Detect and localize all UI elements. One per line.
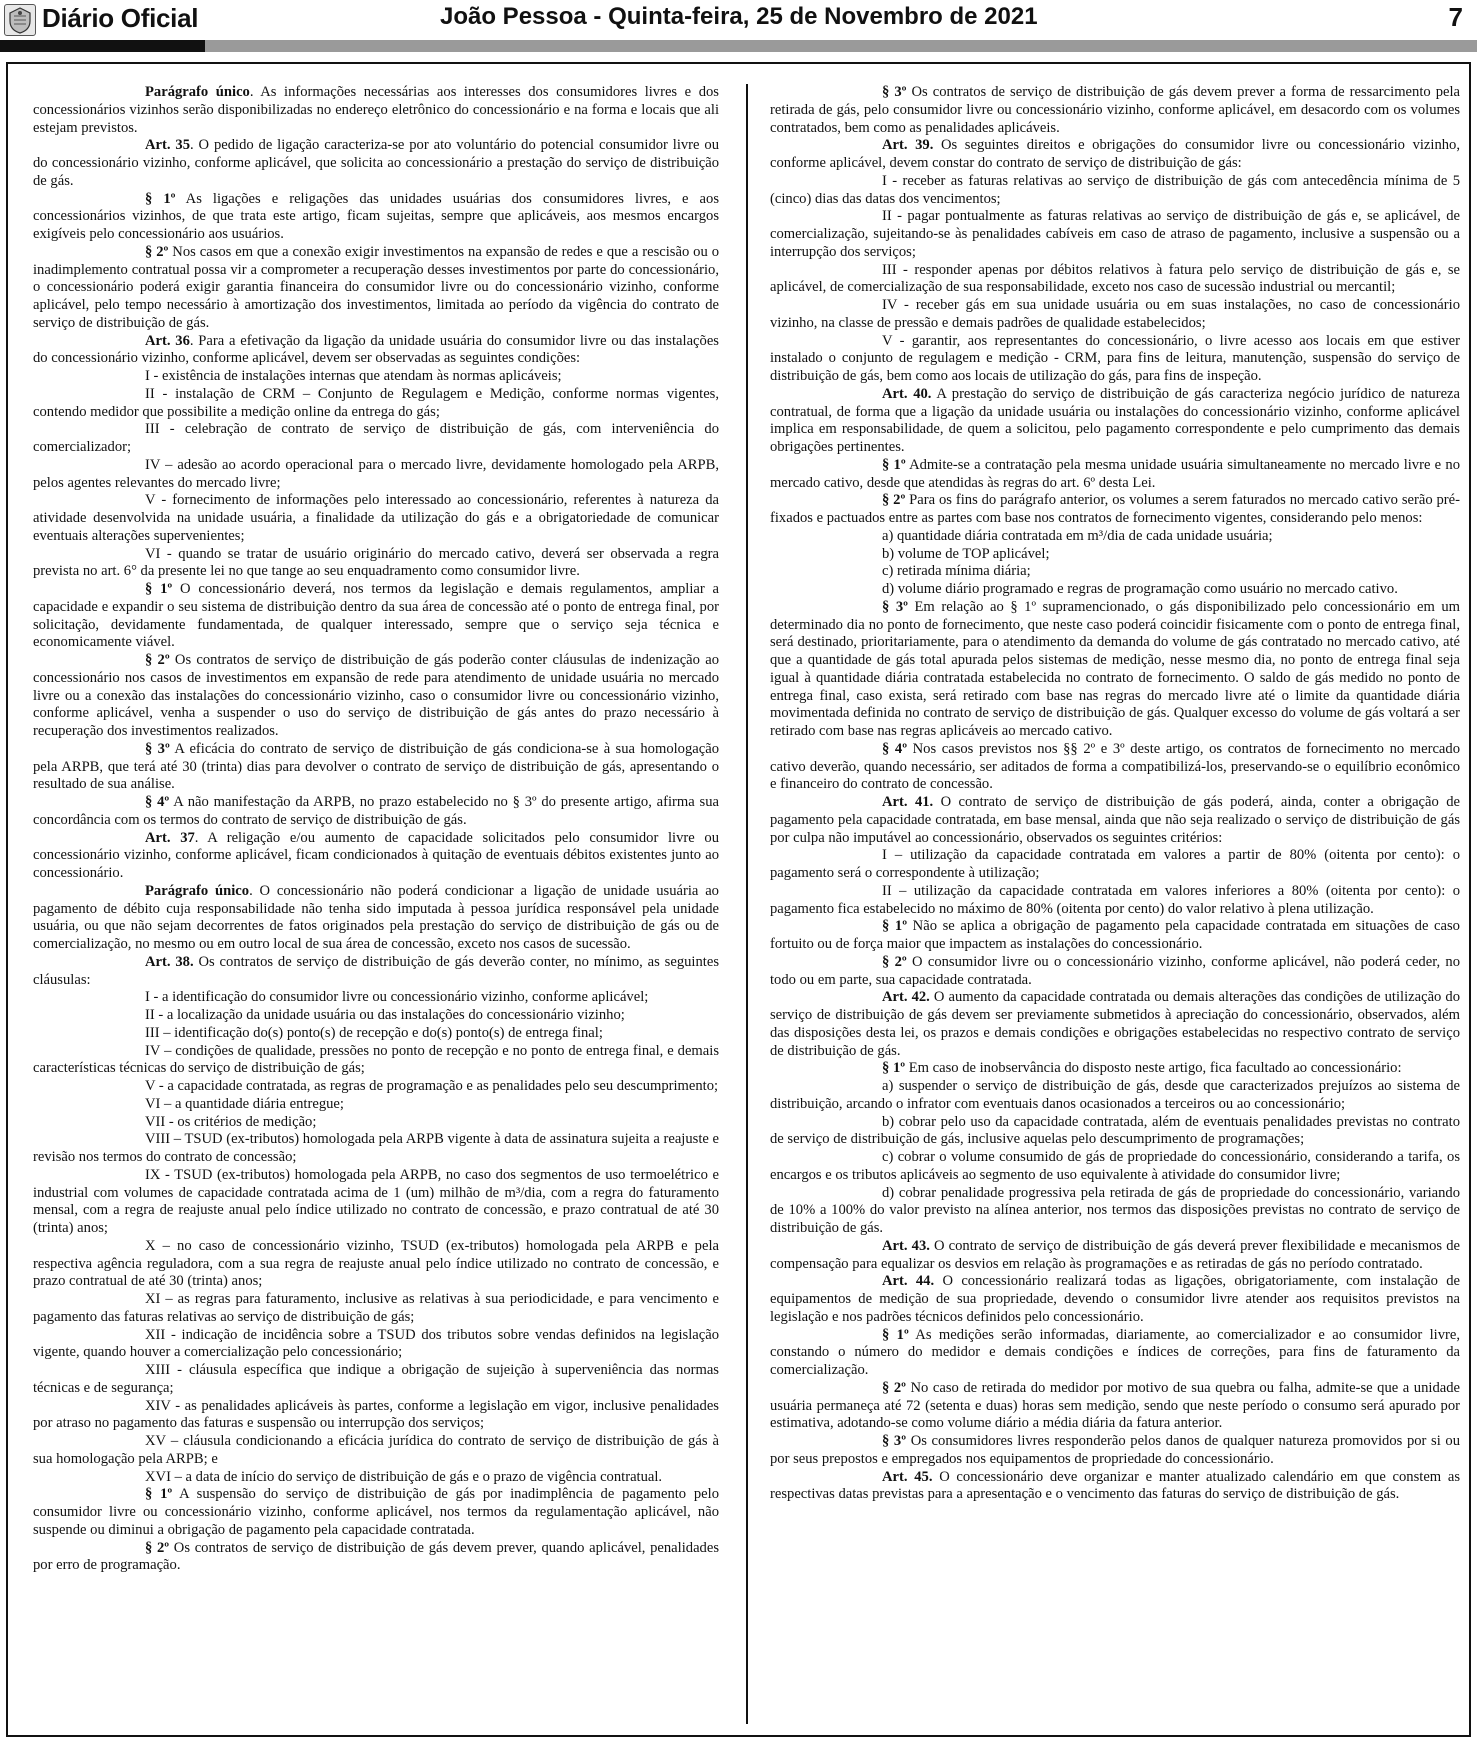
- paragraph-text: A suspensão do serviço de distribuição de gás por inadimplência de pagamento pelo consumidor livre ou concessionário vizinho, conforme aplicável, nos termos da regulamentação aplicável, não suspende ou diminui a obrigação de pagamento pela capacidade contratada.: [33, 1486, 719, 1538]
- paragraph-text: IV - receber gás em sua unidade usuária ou em suas instalações, no caso de concessionário vizinho, na classe de pressão e demais padrões de qualidade estabelecidos;: [770, 297, 1460, 331]
- paragraph-text: IX - TSUD (ex-tributos) homologada pela ARPB, no caso dos segmentos de uso termoelétrico e industrial com volumes de capacidade contratada acima de 1 (um) milhão de m³/dia, com a regra do faturamento mensal, com a regra de reajuste anual pelo índice utilizado no contrato de concessão, e prazo contratual de até 30 (trinta) anos;: [33, 1166, 719, 1236]
- paragraph: [33, 421, 719, 457]
- paragraph: [770, 1149, 1460, 1185]
- paragraph-heading: Art. 39.: [882, 137, 934, 154]
- paragraph: [770, 386, 1460, 457]
- paragraph: [33, 1238, 719, 1291]
- paragraph-text: III - celebração de contrato de serviço de distribuição de gás, com interveniência do comercializador;: [33, 421, 719, 455]
- paragraph-text: II - pagar pontualmente as faturas relativas ao serviço de distribuição de gás e, se aplicável, de comercialização, sujeitando-se às penalidades cabíveis em caso de atraso de pagamento, inclusive a suspensão ou a interrupção dos serviços;: [770, 208, 1460, 260]
- paragraph-heading: § 3º: [882, 598, 908, 615]
- paragraph-text: Os consumidores livres responderão pelos danos de qualquer natureza promovidos por si ou por seus prepostos e empregados nos equipamentos de propriedade do concessionário.: [770, 1433, 1461, 1467]
- paragraph: [33, 581, 719, 652]
- paragraph: [33, 1540, 719, 1576]
- paragraph-text: a) suspender o serviço de distribuição de gás, desde que caracterizados prejuízos ao sistema de distribuição, arcando o infrator com eventuais danos ocasionados a terceiros ou ao concessionário;: [770, 1078, 1460, 1112]
- paragraph-text: b) cobrar pelo uso da capacidade contratada, além de eventuais penalidades previstas no contrato de serviço de distribuição de gás, inclusive aquelas pelo descumprimento de programações;: [770, 1113, 1460, 1148]
- paragraph: [770, 1185, 1460, 1238]
- paragraph-text: VI - quando se tratar de usuário originário do mercado cativo, deverá ser observada a regra prevista no art. 6° da presente lei no que tange ao seu enquadramento como consumidor livre.: [33, 545, 719, 580]
- column-divider: [746, 84, 748, 1724]
- paragraph-text: III – identificação do(s) ponto(s) de recepção e do(s) ponto(s) de entrega final;: [145, 1024, 603, 1041]
- paragraph: [33, 1007, 719, 1025]
- paragraph-heading: Art. 40.: [882, 385, 932, 402]
- paragraph-text: c) retirada mínima diária;: [882, 563, 1031, 580]
- paragraph: [33, 1291, 719, 1327]
- paragraph-text: O aumento da capacidade contratada ou demais alterações das condições de utilização do serviço de distribuição de gás devem ser previamente submetidos à apreciação do concessionário, observados, além das disposições desta lei, os prazos e demais condições e obrigações estabelecidas no respectivo contrato de serviço de distribuição de gás.: [770, 989, 1461, 1059]
- dateline: João Pessoa - Quinta-feira, 25 de Novembro de 2021: [440, 3, 1038, 30]
- paragraph-text: XVI – a data de início do serviço de distribuição de gás e o prazo de vigência contratual.: [145, 1468, 663, 1485]
- paragraph-heading: § 2º: [145, 243, 169, 260]
- paragraph-text: A não manifestação da ARPB, no prazo estabelecido no § 3º do presente artigo, afirma sua concordância com os termos do contrato de serviço de distribuição de gás.: [33, 794, 719, 828]
- paragraph: [770, 492, 1460, 528]
- paragraph-text: O concessionário deverá, nos termos da legislação e demais regulamentos, ampliar a capacidade e expandir o seu sistema de distribuição dentro da sua área de concessão até o ponto de entrega final, por solicitação, devidamente fundamentada, de qualquer interessado, sempre que o serviço seja técnica e economicamente viável.: [33, 581, 720, 651]
- paragraph-text: I - receber as faturas relativas ao serviço de distribuição de gás com antecedência mínima de 5 (cinco) dias das datas dos vencimentos;: [770, 172, 1460, 207]
- paragraph-text: d) cobrar penalidade progressiva pela retirada de gás de propriedade do concessionário, variando de 10% a 100% do valor previsto na alínea anterior, nos termos das disposições previstas no contrato de serviço de distribuição de gás.: [770, 1184, 1460, 1236]
- paragraph-text: Em relação ao § 1º supramencionado, o gás disponibilizado pelo concessionário em um determinado dia no ponto de fornecimento, que neste caso poderá coincidir fisicamente com o ponto de entrega final, será destinado, prioritariamente, para o atendimento da demanda do volume de gás contratado no mercado cativo, até que a quantidade de gás total apurada pelos sistemas de medição, nesse mesmo dia, no ponto de entrega final seja igual à quantidade diária contratada estabelecida no contrato de fornecimento. O saldo de gás medido no ponto de entrega final, caso exista, será retirado com base nas regras do mercado livre até o limite da quantidade diária movimentada definida no contrato de serviço de distribuição de gás. Qualquer excesso do volume de gás voltará a ser retirado com base nas regras aplicáveis ao mercado cativo.: [770, 598, 1460, 739]
- paragraph-text: X – no caso de concessionário vizinho, TSUD (ex-tributos) homologada pela ARPB e pela respectiva agência reguladora, com a sua regra de reajuste anual pelo índice utilizado no contrato de concessão, e prazo contratual de até 30 (trinta) anos;: [33, 1237, 719, 1290]
- paragraph-text: O concessionário deve organizar e manter atualizado calendário em que constem as respectivas datas previstas para a apresentação e o vencimento das faturas do serviço de distribuição de gás.: [770, 1468, 1461, 1503]
- paragraph: [770, 989, 1460, 1060]
- paragraph-text: V - fornecimento de informações pelo interessado ao concessionário, referentes à natureza da atividade desenvolvida na unidade usuária, a finalidade da utilização do gás e a obrigatoriedade de comunicar eventuais alterações supervenientes;: [33, 492, 719, 544]
- paragraph-text: . O pedido de ligação caracteriza-se por ato voluntário do potencial consumidor livre ou do concessionário vizinho, conforme aplicável, que solicita ao concessionário a prestação do serviço de distribuição de gás.: [33, 137, 719, 189]
- paragraph-heading: § 2º: [145, 1539, 170, 1556]
- paragraph-heading: § 2º: [145, 652, 170, 668]
- paragraph: [770, 84, 1460, 137]
- paragraph-text: IV – condições de qualidade, pressões no ponto de recepção e no ponto de entrega final, e demais características técnicas do serviço de distribuição de gás;: [33, 1042, 719, 1077]
- paragraph: [770, 1327, 1460, 1380]
- paragraph: [33, 333, 719, 369]
- paragraph: [770, 297, 1460, 333]
- paragraph: [770, 173, 1460, 209]
- paragraph-text: IV – adesão ao acordo operacional para o mercado livre, devidamente homologado pela ARPB, pelos agentes relevantes do mercado livre;: [33, 456, 719, 491]
- paragraph-text: Nos casos previstos nos §§ 2º e 3º deste artigo, os contratos de fornecimento no mercado cativo deverão, quando necessário, ser aditados de forma a compatibilizá-los, preservando-se o equilíbrio econômico e financeiro do contrato de concessão.: [770, 740, 1460, 793]
- paragraph: [33, 1131, 719, 1167]
- paragraph-text: As ligações e religações das unidades usuárias dos consumidores livres, e aos concessionários vizinhos, de que trata este artigo, ficam sujeitas, sempre que aplicáveis, aos mesmos encargos exigíveis pelo concessionário aos usuários.: [33, 190, 719, 242]
- paragraph-text: VIII – TSUD (ex-tributos) homologada pela ARPB vigente à data de assinatura sujeita a reajuste e revisão nos termos do contrato de concessão;: [33, 1131, 719, 1165]
- paragraph: [33, 457, 719, 493]
- paragraph-text: . O concessionário não poderá condicionar a ligação de unidade usuária ao pagamento de débito cuja responsabilidade não tenha sido imputada à pessoa jurídica responsável pela unidade usuária, ou que não sejam decorrentes de fatos originados pela prestação do serviço de distribuição de gás ou de comercialização, no mesmo ou em outro local de sua área de concessão, exceto nos casos de sucessão.: [33, 882, 719, 952]
- paragraph-heading: § 1º: [145, 190, 176, 207]
- paragraph-text: II - instalação de CRM – Conjunto de Regulagem e Medição, conforme normas vigentes, contendo medidor que possibilite a medição online da entrega do gás;: [33, 385, 719, 420]
- paragraph-text: I - existência de instalações internas que atendam às normas aplicáveis;: [145, 368, 562, 384]
- paragraph: [33, 191, 719, 244]
- paragraph: [33, 652, 719, 741]
- paragraph: [770, 262, 1460, 298]
- paragraph-heading: Art. 45.: [882, 1468, 933, 1485]
- paragraph: [770, 1273, 1460, 1326]
- paragraph: [33, 741, 719, 794]
- paragraph: [33, 1078, 719, 1096]
- paragraph-text: A prestação do serviço de distribuição de gás caracteriza negócio jurídico de natureza contratual, de forma que a ligação da unidade usuária ou instalações do concessionário vizinho, conforme aplicável implica em responsabilidade, de quem a solicitou, pelo pagamento correspondente e pelo cumprimento das demais obrigações pertinentes.: [770, 385, 1461, 455]
- paragraph: [770, 1238, 1460, 1274]
- paragraph-text: O concessionário realizará todas as ligações, obrigatoriamente, com instalação de equipamentos de medição de sua propriedade, devendo o consumidor livre atender aos requisitos previstos na legislação e nos padrões técnicos definidos pelo concessionário.: [770, 1273, 1460, 1325]
- paragraph: [770, 1469, 1460, 1505]
- paragraph: [33, 954, 719, 990]
- paragraph: [33, 1114, 719, 1132]
- paragraph-heading: § 3º: [882, 1433, 907, 1449]
- paragraph-text: VI – a quantidade diária entregue;: [145, 1095, 344, 1112]
- paragraph-text: b) volume de TOP aplicável;: [882, 545, 1050, 562]
- paragraph: [770, 546, 1460, 564]
- paragraph-text: Os contratos de serviço de distribuição de gás poderão conter cláusulas de indenização ao concessionário nos casos de investimentos em expansão de rede para atendimento de unidade usuária no mercado livre ou a conexão das instalações do concessionário vizinho, caso o consumidor livre ou concessionário vizinho, conforme aplicável, venha a suspender o uso do serviço de distribuição de gás antes do prazo necessário à recuperação dos investimentos realizados.: [33, 652, 719, 739]
- paragraph: [33, 1362, 719, 1398]
- paragraph: [770, 1433, 1460, 1469]
- paragraph-text: V - garantir, aos representantes do concessionário, o livre acesso aos locais em que estiver instalado o conjunto de regulagem e medição - CRM, para fins de leitura, manutenção, suspensão do serviço de distribuição de gás, bem como aos locais de utilização do gás, para fins de inspeção.: [770, 332, 1460, 384]
- paragraph-text: V - a capacidade contratada, as regras de programação e as penalidades pelo seu descumprimento;: [145, 1078, 719, 1094]
- paragraph: [33, 84, 719, 137]
- paragraph: [33, 830, 719, 883]
- paragraph: [33, 1398, 719, 1434]
- paragraph: [33, 1433, 719, 1469]
- paragraph-text: Os contratos de serviço de distribuição de gás devem prever a forma de ressarcimento pela retirada de gás, pelo consumidor livre ou concessionário vizinho, conforme aplicável, em desacordo com os volumes contratados, bem como as penalidades aplicáveis.: [770, 84, 1461, 136]
- paragraph: [770, 954, 1460, 990]
- paragraph-heading: Art. 42.: [882, 989, 930, 1006]
- paragraph-heading: § 1º: [882, 918, 908, 935]
- paragraph: [770, 847, 1460, 883]
- paragraph-text: VII - os critérios de medição;: [145, 1113, 317, 1130]
- paragraph: [33, 1327, 719, 1363]
- paragraph-text: O contrato de serviço de distribuição de gás poderá, ainda, conter a obrigação de pagamento pela capacidade contratada, em base mensal, ainda que não seja realizado o serviço de distribuição de gás por culpa não imputável ao concessionário, observados os seguintes critérios:: [770, 794, 1460, 846]
- paragraph: [770, 918, 1460, 954]
- coat-of-arms-icon: [4, 4, 36, 36]
- left-column: [33, 84, 719, 1575]
- paragraph-heading: § 1º: [882, 1326, 909, 1343]
- paragraph-text: Para os fins do parágrafo anterior, os volumes a serem faturados no mercado cativo serão pré-fixados e pactuados entre as partes com base nos contratos de fornecimento vigentes, considerando pelo menos:: [770, 492, 1460, 526]
- paragraph-text: XIII - cláusula específica que indique a obrigação de sujeição à superveniência das normas técnicas e de segurança;: [33, 1362, 719, 1396]
- paragraph-text: Os contratos de serviço de distribuição de gás devem prever, quando aplicável, penalidades por erro de programação.: [33, 1539, 720, 1574]
- paragraph: [33, 137, 719, 190]
- paragraph-heading: § 1º: [145, 581, 173, 597]
- paragraph-text: c) cobrar o volume consumido de gás de propriedade do concessionário, considerando a tarifa, os encargos e os tributos aplicáveis ao segmento de uso equivalente à atividade do consumidor livre;: [770, 1149, 1460, 1183]
- paragraph-heading: § 4º: [145, 794, 170, 810]
- paragraph-heading: Art. 37: [145, 829, 195, 846]
- paragraph: [33, 386, 719, 422]
- paragraph: [770, 563, 1460, 581]
- paragraph: [33, 1043, 719, 1079]
- paragraph: [770, 333, 1460, 386]
- paragraph: [770, 1380, 1460, 1433]
- paragraph-text: a) quantidade diária contratada em m³/dia de cada unidade usuária;: [882, 527, 1273, 544]
- paragraph: [33, 1486, 719, 1539]
- paragraph-heading: Art. 36: [145, 332, 190, 349]
- paragraph-heading: Art. 44.: [882, 1273, 935, 1290]
- paragraph-text: I - a identificação do consumidor livre ou concessionário vizinho, conforme aplicável;: [145, 989, 649, 1006]
- page-frame: [6, 62, 1471, 1737]
- paragraph: [770, 208, 1460, 261]
- paragraph-text: Nos casos em que a conexão exigir investimentos na expansão de redes e que a rescisão ou o inadimplemento contratual possa vir a comprometer a recuperação desses investimentos por parte do concessionário, o concessionário poderá exigir garantia financeira do consumidor livre ou do concessionário vizinho, conforme aplicável, pelo tempo necessário à amortização dos investimentos, limitada ao período da vigência do contrato de serviço de distribuição de gás.: [33, 243, 720, 331]
- page-number: 7: [1448, 2, 1463, 32]
- paragraph-text: XI – as regras para faturamento, inclusive as relativas à sua periodicidade, e para vencimento e pagamento das faturas relativas ao serviço de distribuição de gás;: [33, 1291, 719, 1325]
- header-rule: [0, 40, 1477, 52]
- paragraph-text: . A religação e/ou aumento de capacidade solicitados pelo consumidor livre ou concessionário vizinho, conforme aplicável, ficam condicionados à quitação de eventuais débitos existentes junto ao concessionário.: [33, 829, 719, 881]
- paragraph-heading: § 1º: [882, 1060, 906, 1077]
- paragraph: [770, 581, 1460, 599]
- paragraph-heading: Parágrafo único: [145, 84, 250, 100]
- paragraph-heading: § 2º: [882, 953, 907, 970]
- paragraph-text: II - a localização da unidade usuária ou das instalações do concessionário vizinho;: [145, 1007, 625, 1023]
- paragraph-heading: § 2º: [882, 1379, 906, 1396]
- paragraph-text: XII - indicação de incidência sobre a TSUD dos tributos sobre vendas definidos na legislação vigente, quando houver a comercialização pelo concessionário;: [33, 1326, 719, 1361]
- paragraph-text: XV – cláusula condicionando a eficácia jurídica do contrato de serviço de distribuição de gás à sua homologação pela ARPB; e: [33, 1433, 719, 1467]
- paragraph-heading: Art. 38.: [145, 953, 194, 970]
- paragraph-text: XIV - as penalidades aplicáveis às partes, conforme a legislação em vigor, inclusive penalidades por atraso no pagamento das faturas e suspensão ou interrupção dos serviços;: [33, 1397, 719, 1432]
- paragraph-text: Não se aplica a obrigação de pagamento pela capacidade contratada em situações de caso fortuito ou de força maior que impactem as instalações do concessionário.: [770, 918, 1460, 952]
- paragraph-heading: § 4º: [882, 740, 908, 757]
- paragraph-text: . As informações necessárias aos interesses dos consumidores livres e dos concessionários vizinhos serão disponibilizadas no endereço eletrônico do concessionário e na forma e locais que ali estejam previstos.: [33, 84, 719, 136]
- paragraph: [770, 457, 1460, 493]
- paragraph: [33, 244, 719, 333]
- paragraph-text: As medições serão informadas, diariamente, ao comercializador e ao consumidor livre, constando o número do medidor e demais condições e índices de correções, para fins de faturamento da comercialização.: [770, 1326, 1461, 1378]
- paragraph: [770, 599, 1460, 741]
- paragraph: [770, 741, 1460, 794]
- paragraph-text: . Para a efetivação da ligação da unidade usuária do consumidor livre ou das instalações do concessionário vizinho, conforme aplicável, devem ser observadas as seguintes condições:: [33, 332, 719, 367]
- paragraph: [33, 883, 719, 954]
- paragraph-heading: Art. 43.: [882, 1237, 930, 1254]
- paragraph-heading: § 3º: [882, 84, 907, 100]
- paragraph: [770, 528, 1460, 546]
- paragraph-text: O contrato de serviço de distribuição de gás deverá prever flexibilidade e mecanismos de compensação para equalizar os desvios em relação às programações e as retiradas de gás no período contratado.: [770, 1237, 1460, 1272]
- paragraph-heading: Art. 41.: [882, 794, 934, 810]
- paragraph-text: Em caso de inobservância do disposto neste artigo, fica facultado ao concessionário:: [905, 1060, 1402, 1077]
- paragraph-text: III - responder apenas por débitos relativos à fatura pelo serviço de distribuição de gás e, se aplicável, de comercialização de sua responsabilidade, exceto nos caso de sucessão industrial ou mercantil;: [770, 261, 1460, 296]
- paragraph-text: Os seguintes direitos e obrigações do consumidor livre ou concessionário vizinho, conforme aplicável, devem constar do contrato de serviço de distribuição de gás:: [770, 137, 1460, 171]
- publication-title: Diário Oficial: [42, 3, 199, 33]
- paragraph: [770, 794, 1460, 847]
- paragraph: [33, 1025, 719, 1043]
- paragraph-text: No caso de retirada do medidor por motivo de sua quebra ou falha, admite-se que a unidade usuária permaneça até 72 (setenta e duas) horas sem medição, sendo que neste período o consumo será apurado por estimativa, adotando-se como volume diário a média diária da fatura anterior.: [770, 1379, 1460, 1432]
- paragraph: [33, 989, 719, 1007]
- paragraph-heading: § 3º: [145, 740, 170, 757]
- paragraph: [33, 1096, 719, 1114]
- paragraph: [33, 1167, 719, 1238]
- paragraph: [33, 794, 719, 830]
- paragraph: [33, 1469, 719, 1487]
- paragraph: [770, 137, 1460, 173]
- paragraph: [33, 368, 719, 386]
- paragraph-heading: Art. 35: [145, 137, 190, 154]
- paragraph: [33, 546, 719, 582]
- right-column: [770, 84, 1460, 1504]
- page-header: [0, 0, 1477, 48]
- paragraph: [33, 492, 719, 545]
- header-rule-gray: [205, 40, 1477, 52]
- paragraph: [770, 883, 1460, 919]
- paragraph-text: A eficácia do contrato de serviço de distribuição de gás condiciona-se à sua homologação pela ARPB, que terá até 30 (trinta) dias para devolver o contrato de serviço de distribuição de gás, apresentando o resultado de sua análise.: [33, 740, 719, 793]
- paragraph: [770, 1060, 1460, 1078]
- paragraph-text: d) volume diário programado e regras de programação como usuário no mercado cativo.: [882, 581, 1398, 597]
- header-rule-dark: [0, 40, 205, 52]
- paragraph: [770, 1078, 1460, 1114]
- paragraph-text: II – utilização da capacidade contratada em valores inferiores a 80% (oitenta por cento): o pagamento fica estabelecido no máximo de 80% (oitenta por cento) do valor relativo à plena utilização.: [770, 882, 1460, 917]
- paragraph-text: I – utilização da capacidade contratada em valores a partir de 80% (oitenta por cento): o pagamento será o correspondente à utilização;: [770, 847, 1460, 881]
- paragraph-text: O consumidor livre ou o concessionário vizinho, conforme aplicável, não poderá ceder, no todo ou em parte, sua capacidade contratada.: [770, 953, 1460, 988]
- paragraph-heading: § 2º: [882, 492, 906, 509]
- paragraph-heading: § 1º: [882, 456, 906, 473]
- paragraph-heading: § 1º: [145, 1486, 173, 1503]
- paragraph-text: Admite-se a contratação pela mesma unidade usuária simultaneamente no mercado livre e no mercado cativo, desde que atendidas às regras do art. 6º desta Lei.: [770, 456, 1460, 491]
- paragraph-text: Os contratos de serviço de distribuição de gás deverão conter, no mínimo, as seguintes cláusulas:: [33, 953, 719, 988]
- paragraph-heading: Parágrafo único: [145, 882, 250, 899]
- paragraph: [770, 1114, 1460, 1150]
